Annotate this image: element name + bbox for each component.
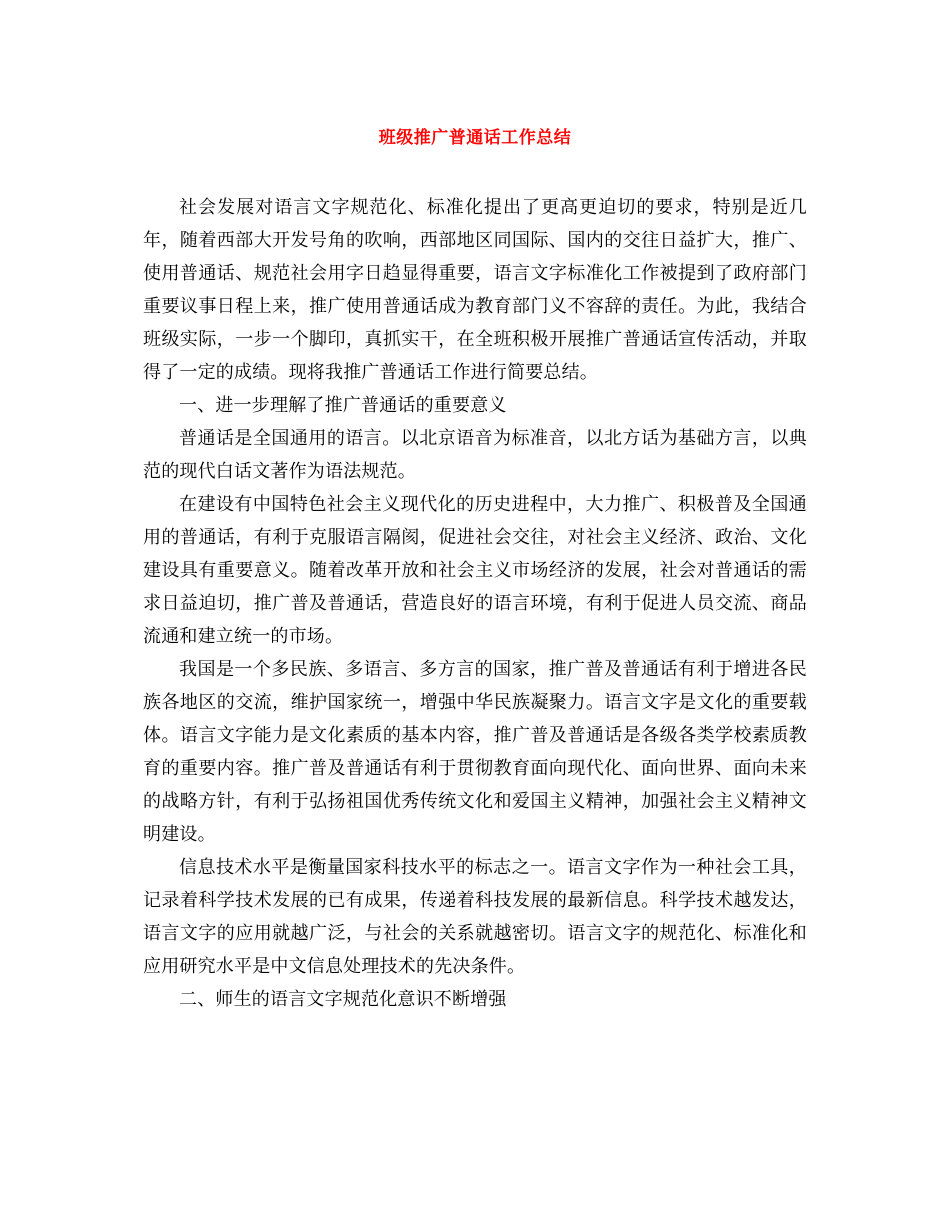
paragraph-information-technology: 信息技术水平是衡量国家科技水平的标志之一。语言文字作为一种社会工具，记录着科学技术发展的已有成果，传递着科技发展的最新信息。科学技术越发达，语言文字的应用就越广泛，与社会的关系就越密切。语言文字的规范化、标准化和应用研究水平是中文信息处理技术的先决条件。 — [143, 857, 807, 977]
paragraph-definition: 普通话是全国通用的语言。以北京语音为标准音，以北方话为基础方言，以典范的现代白话文著作为语法规范。 — [143, 428, 807, 482]
paragraph-intro: 社会发展对语言文字规范化、标准化提出了更高更迫切的要求，特别是近几年，随着西部大开发号角的吹响，西部地区同国际、国内的交往日益扩大，推广、使用普通话、规范社会用字日趋显得重要，语言文字标准化工作被提到了政府部门重要议事日程上来，推广使用普通话成为教育部门义不容辞的责任。为此，我结合班级实际，一步一个脚印，真抓实干，在全班积极开展推广普通话宣传活动，并取得了一定的成绩。现将我推广普通话工作进行简要总结。 — [143, 197, 807, 383]
section-heading-1: 一、进一步理解了推广普通话的重要意义 — [179, 395, 507, 416]
document-title: 班级推广普通话工作总结 — [378, 128, 572, 148]
document-body — [143, 191, 807, 1016]
paragraph-national-unity: 我国是一个多民族、多语言、多方言的国家，推广普及普通话有利于增进各民族各地区的交流，维护国家统一，增强中华民族凝聚力。语言文字是文化的重要载体。语言文字能力是文化素质的基本内容，推广普及普通话是各级各类学校素质教育的重要内容。推广普及普通话有利于贯彻教育面向现代化、面向世界、面向未来的战略方针，有利于弘扬祖国优秀传统文化和爱国主义精神，加强社会主义精神文明建设。 — [143, 659, 807, 845]
paragraph-socialist-construction: 在建设有中国特色社会主义现代化的历史进程中，大力推广、积极普及全国通用的普通话，有利于克服语言隔阂，促进社会交往，对社会主义经济、政治、文化建设具有重要意义。随着改革开放和社会主义市场经济的发展，社会对普通话的需求日益迫切，推广普及普通话，营造良好的语言环境，有利于促进人员交流、商品流通和建立统一的市场。 — [143, 494, 807, 647]
section-heading-2: 二、师生的语言文字规范化意识不断增强 — [179, 989, 507, 1010]
